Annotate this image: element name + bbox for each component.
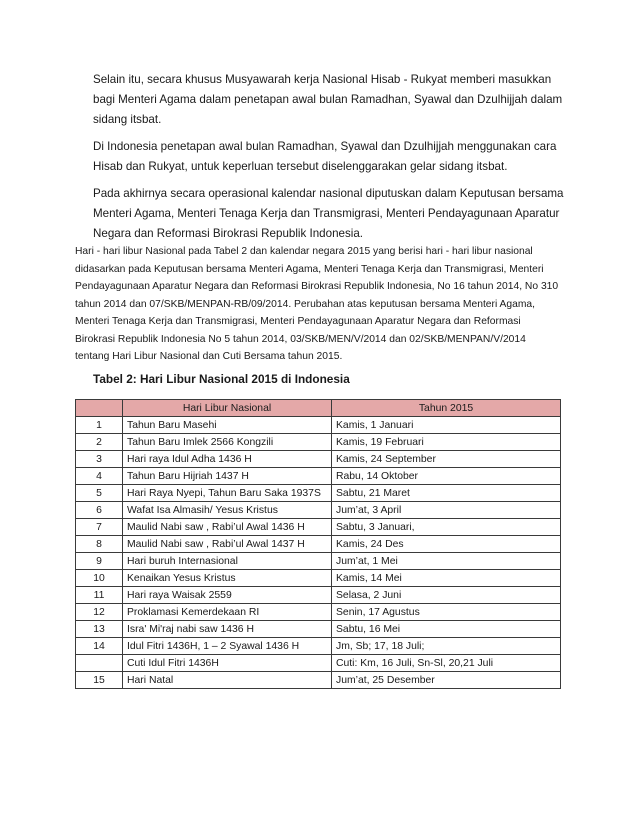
cell-date: Selasa, 2 Juni — [332, 587, 561, 604]
paragraph-line: Pendayagunaan Aparatur Negara dan Reformasi Birokrasi Republik Indonesia, No 16 tahun 2014, No 310 — [75, 281, 559, 292]
cell-number: 8 — [76, 536, 123, 553]
table-row — [76, 502, 561, 519]
table-row — [76, 604, 561, 621]
cell-holiday: Kenaikan Yesus Kristus — [123, 570, 332, 587]
cell-number: 6 — [76, 502, 123, 519]
paragraph-line: didasarkan pada Keputusan bersama Menteri Agama, Menteri Tenaga Kerja dan Transmigrasi, Menteri — [75, 263, 544, 275]
cell-holiday: Proklamasi Kemerdekaan RI — [123, 604, 332, 621]
paragraph-line: Hisab dan Rukyat, untuk keperluan tersebut diselenggarakan gelar sidang itsbat. — [93, 160, 508, 173]
cell-number: 4 — [76, 468, 123, 485]
cell-holiday: Tahun Baru Imlek 2566 Kongzili — [123, 434, 332, 451]
cell-date: Kamis, 14 Mei — [332, 570, 561, 587]
paragraph-line: Selain itu, secara khusus Musyawarah kerja Nasional Hisab - Rukyat memberi masukkan — [93, 73, 552, 86]
table-row — [76, 485, 561, 502]
cell-holiday: Hari Raya Nyepi, Tahun Baru Saka 1937S — [123, 485, 332, 502]
cell-number: 10 — [76, 570, 123, 587]
paragraph-line: Di Indonesia penetapan awal bulan Ramadhan, Syawal dan Dzulhijjah menggunakan cara — [93, 140, 557, 153]
cell-number: 2 — [76, 434, 123, 451]
paragraph-line: tahun 2014 dan 07/SKB/MENPAN-RB/09/2014. Perubahan atas keputusan bersama Menteri Agama, — [75, 298, 536, 310]
paragraph-line: bagi Menteri Agama dalam penetapan awal bulan Ramadhan, Syawal dan Dzulhijjah dalam — [93, 93, 563, 106]
cell-holiday: Tahun Baru Hijriah 1437 H — [123, 468, 332, 485]
table-caption: Tabel 2: Hari Libur Nasional 2015 di Indonesia — [93, 372, 350, 386]
cell-date: Sabtu, 21 Maret — [332, 485, 561, 502]
cell-number: 5 — [76, 485, 123, 502]
table-row — [76, 434, 561, 451]
cell-holiday: Isra' Mi'raj nabi saw 1436 H — [123, 621, 332, 638]
cell-number: 14 — [76, 638, 123, 655]
cell-date: Jm, Sb; 17, 18 Juli; — [332, 638, 561, 655]
paragraph-line: tentang Hari Libur Nasional dan Cuti Bersama tahun 2015. — [75, 351, 343, 362]
header-holiday: Hari Libur Nasional — [123, 400, 332, 417]
cell-date: Kamis, 24 Des — [332, 536, 561, 553]
cell-number: 3 — [76, 451, 123, 468]
table-row — [76, 655, 561, 672]
cell-holiday: Maulid Nabi saw , Rabi’ul Awal 1437 H — [123, 536, 332, 553]
paragraph-musyawarah — [93, 70, 563, 130]
table-row — [76, 621, 561, 638]
paragraph-hisab-rukyat — [93, 137, 563, 177]
cell-holiday: Maulid Nabi saw , Rabi’ul Awal 1436 H — [123, 519, 332, 536]
cell-date: Kamis, 1 Januari — [332, 417, 561, 434]
cell-number: 9 — [76, 553, 123, 570]
cell-date: Rabu, 14 Oktober — [332, 468, 561, 485]
table-row — [76, 570, 561, 587]
paragraph-line: Negara dan Reformasi Birokrasi Republik Indonesia. — [93, 227, 364, 240]
table-row — [76, 638, 561, 655]
table-body — [76, 417, 561, 689]
table-row — [76, 587, 561, 604]
cell-date: Senin, 17 Agustus — [332, 604, 561, 621]
cell-holiday: Hari Natal — [123, 672, 332, 689]
cell-holiday: Idul Fitri 1436H, 1 – 2 Syawal 1436 H — [123, 638, 332, 655]
paragraph-line: Menteri Agama, Menteri Tenaga Kerja dan Transmigrasi, Menteri Pendayagunaan Aparatur — [93, 207, 560, 220]
cell-number — [76, 655, 123, 672]
table-row — [76, 553, 561, 570]
paragraph-hari-libur — [75, 243, 575, 366]
cell-date: Sabtu, 3 Januari, — [332, 519, 561, 536]
cell-holiday: Tahun Baru Masehi — [123, 417, 332, 434]
cell-holiday: Cuti Idul Fitri 1436H — [123, 655, 332, 672]
table-row — [76, 451, 561, 468]
cell-number: 11 — [76, 587, 123, 604]
cell-number: 7 — [76, 519, 123, 536]
cell-holiday: Hari raya Waisak 2559 — [123, 587, 332, 604]
cell-holiday: Hari raya Idul Adha 1436 H — [123, 451, 332, 468]
paragraph-line: Menteri Tenaga Kerja dan Transmigrasi, Menteri Pendayagunaan Aparatur Negara dan Reformasi — [75, 316, 521, 327]
cell-number: 1 — [76, 417, 123, 434]
cell-date: Jum’at, 1 Mei — [332, 553, 561, 570]
table-header-row — [76, 400, 561, 417]
table-row — [76, 536, 561, 553]
cell-date: Jum’at, 3 April — [332, 502, 561, 519]
cell-holiday: Wafat Isa Almasih/ Yesus Kristus — [123, 502, 332, 519]
table-row — [76, 519, 561, 536]
cell-number: 13 — [76, 621, 123, 638]
paragraph-line: Pada akhirnya secara operasional kalendar nasional diputuskan dalam Keputusan bersama — [93, 187, 564, 200]
cell-date: Kamis, 19 Februari — [332, 434, 561, 451]
cell-number: 12 — [76, 604, 123, 621]
holiday-table — [75, 399, 561, 689]
paragraph-line: Birokrasi Republik Indonesia No 5 tahun 2014, 03/SKB/MEN/V/2014 dan 02/SKB/MENPAN/V/2014 — [75, 333, 526, 345]
cell-holiday: Hari buruh Internasional — [123, 553, 332, 570]
header-year: Tahun 2015 — [332, 400, 561, 417]
paragraph-keputusan-bersama — [93, 184, 563, 244]
table-row — [76, 417, 561, 434]
paragraph-line: sidang itsbat. — [93, 113, 162, 126]
cell-date: Cuti: Km, 16 Juli, Sn-Sl, 20,21 Juli — [332, 655, 561, 672]
paragraph-line: Hari - hari libur Nasional pada Tabel 2 dan kalendar negara 2015 yang berisi hari - hari libur nasional — [75, 246, 533, 257]
table-row — [76, 468, 561, 485]
table-row — [76, 672, 561, 689]
cell-date: Sabtu, 16 Mei — [332, 621, 561, 638]
cell-date: Jum’at, 25 Desember — [332, 672, 561, 689]
cell-number: 15 — [76, 672, 123, 689]
header-number — [76, 400, 123, 417]
cell-date: Kamis, 24 September — [332, 451, 561, 468]
